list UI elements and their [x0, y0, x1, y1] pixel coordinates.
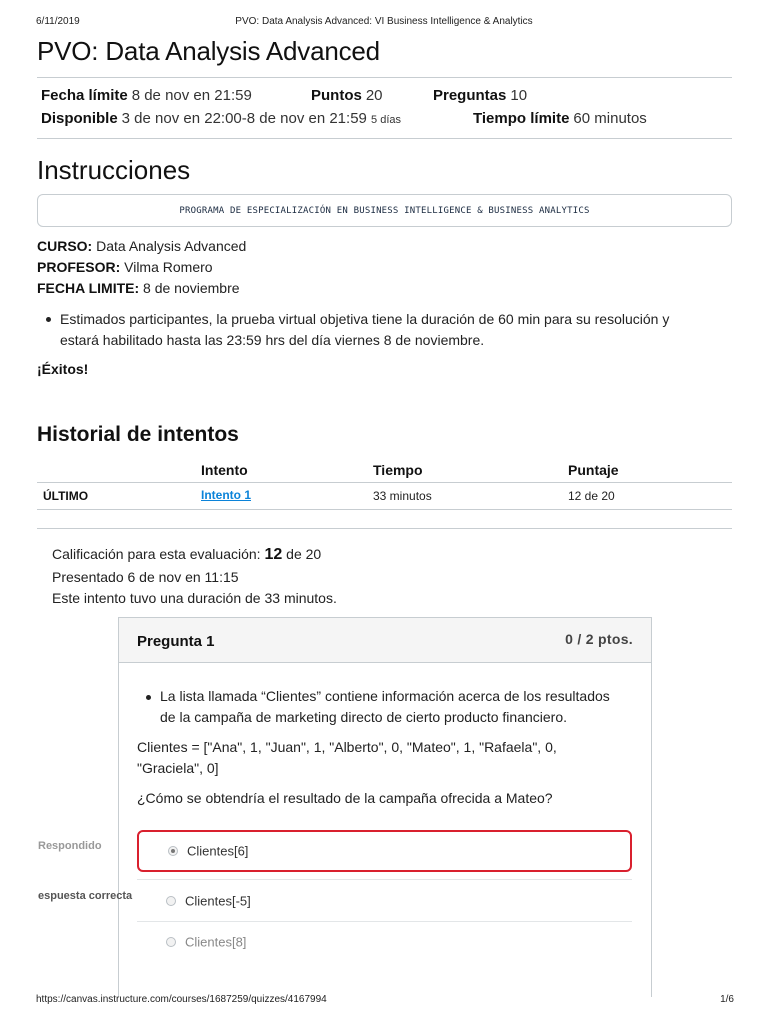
deadline-line	[37, 280, 240, 296]
answered-label: Respondido	[38, 840, 102, 852]
questions-label: Preguntas	[433, 87, 507, 104]
duration-line: Este intento tuvo una duración de 33 minutos.	[52, 590, 337, 606]
quiz-title: PVO: Data Analysis Advanced	[37, 36, 380, 66]
course-line	[37, 238, 246, 254]
table-divider	[37, 482, 732, 483]
grade-prefix: Calificación para esta evaluación:	[52, 546, 261, 562]
question-bullet-line: La lista llamada “Clientes” contiene información acerca de los resultados	[160, 688, 610, 704]
grade-suffix: de 20	[286, 546, 322, 562]
divider	[37, 138, 732, 139]
question-title: Pregunta 1	[137, 633, 215, 650]
answer-text: Clientes[8]	[185, 934, 247, 950]
questions-value: 10	[510, 87, 528, 104]
bullet-icon	[146, 695, 151, 700]
answer-text: Clientes[6]	[187, 843, 249, 859]
submitted-line: Presentado 6 de nov en 11:15	[52, 569, 239, 585]
course-label: CURSO:	[37, 238, 93, 254]
questions-count	[433, 87, 527, 104]
points-label: Puntos	[311, 87, 362, 104]
available-days: 5 días	[371, 114, 402, 126]
history-header-attempt: Intento	[201, 462, 248, 478]
correct-answer-label: espuesta correcta	[38, 890, 133, 902]
answer-text: Clientes[-5]	[185, 893, 251, 909]
points	[311, 87, 383, 104]
history-row-score: 12 de 20	[568, 489, 615, 503]
deadline-label: FECHA LIMITE:	[37, 280, 140, 296]
history-header-score: Puntaje	[568, 462, 619, 478]
print-footer	[0, 994, 768, 1008]
time-limit-value: 60 minutos	[573, 110, 647, 127]
print-url: https://canvas.instructure.com/courses/1687259/quizzes/4167994	[36, 994, 327, 1005]
teacher-line	[37, 259, 213, 275]
question-bullet-line: de la campaña de marketing directo de cierto producto financiero.	[160, 709, 568, 725]
radio-icon[interactable]	[166, 896, 176, 906]
page-number: 1/6	[720, 994, 734, 1005]
availability	[41, 110, 401, 127]
instructions-bullet-line: estará habilitado hasta las 23:59 hrs del día viernes 8 de noviembre.	[60, 332, 485, 348]
available-value: 3 de nov en 22:00-8 de nov en 21:59	[121, 110, 367, 127]
instructions-bullet	[60, 309, 710, 351]
question-points: 0 / 2 ptos.	[565, 631, 633, 647]
radio-icon[interactable]	[166, 937, 176, 947]
due-label: Fecha límite	[41, 87, 128, 104]
history-title: Historial de intentos	[37, 423, 239, 446]
history-header-time: Tiempo	[373, 462, 423, 478]
due-value: 8 de nov en 21:59	[131, 87, 252, 104]
divider	[37, 528, 732, 529]
history-row-time: 33 minutos	[373, 489, 432, 503]
answer-option[interactable]	[137, 830, 632, 872]
grade-line	[52, 546, 321, 564]
print-document-title: PVO: Data Analysis Advanced: VI Business Intelligence & Analytics	[235, 16, 533, 27]
table-divider	[37, 509, 732, 510]
points-value: 20	[365, 87, 383, 104]
answer-option[interactable]	[137, 921, 632, 963]
course-value: Data Analysis Advanced	[96, 238, 247, 254]
time-limit	[473, 110, 647, 127]
due-date	[41, 87, 252, 104]
question-header	[119, 618, 651, 663]
closing-message: ¡Éxitos!	[37, 361, 89, 377]
answer-option[interactable]	[137, 880, 632, 922]
question-bullet	[160, 686, 640, 728]
instructions-bullet-line: Estimados participantes, la prueba virtual objetiva tiene la duración de 60 min para su resolución y	[60, 311, 670, 327]
instructions-title: Instrucciones	[37, 155, 191, 185]
print-header	[0, 16, 768, 30]
bullet-icon	[46, 317, 51, 322]
program-banner: PROGRAMA DE ESPECIALIZACIÓN EN BUSINESS INTELLIGENCE & BUSINESS ANALYTICS	[37, 194, 732, 227]
time-limit-label: Tiempo límite	[473, 110, 570, 127]
teacher-value: Vilma Romero	[124, 259, 213, 275]
divider	[37, 77, 732, 78]
question-list-line: "Graciela", 0]	[137, 760, 219, 776]
question-list	[137, 737, 637, 779]
available-label: Disponible	[41, 110, 118, 127]
question-prompt: ¿Cómo se obtendría el resultado de la campaña ofrecida a Mateo?	[137, 790, 553, 806]
attempt-link[interactable]: Intento 1	[201, 488, 251, 502]
history-row-label: ÚLTIMO	[43, 489, 89, 503]
teacher-label: PROFESOR:	[37, 259, 121, 275]
print-date: 6/11/2019	[36, 16, 80, 27]
question-list-line: Clientes = ["Ana", 1, "Juan", 1, "Alberto", 0, "Mateo", 1, "Rafaela", 0,	[137, 739, 557, 755]
deadline-value: 8 de noviembre	[143, 280, 240, 296]
radio-selected-icon[interactable]	[168, 846, 178, 856]
grade-value: 12	[264, 546, 283, 563]
